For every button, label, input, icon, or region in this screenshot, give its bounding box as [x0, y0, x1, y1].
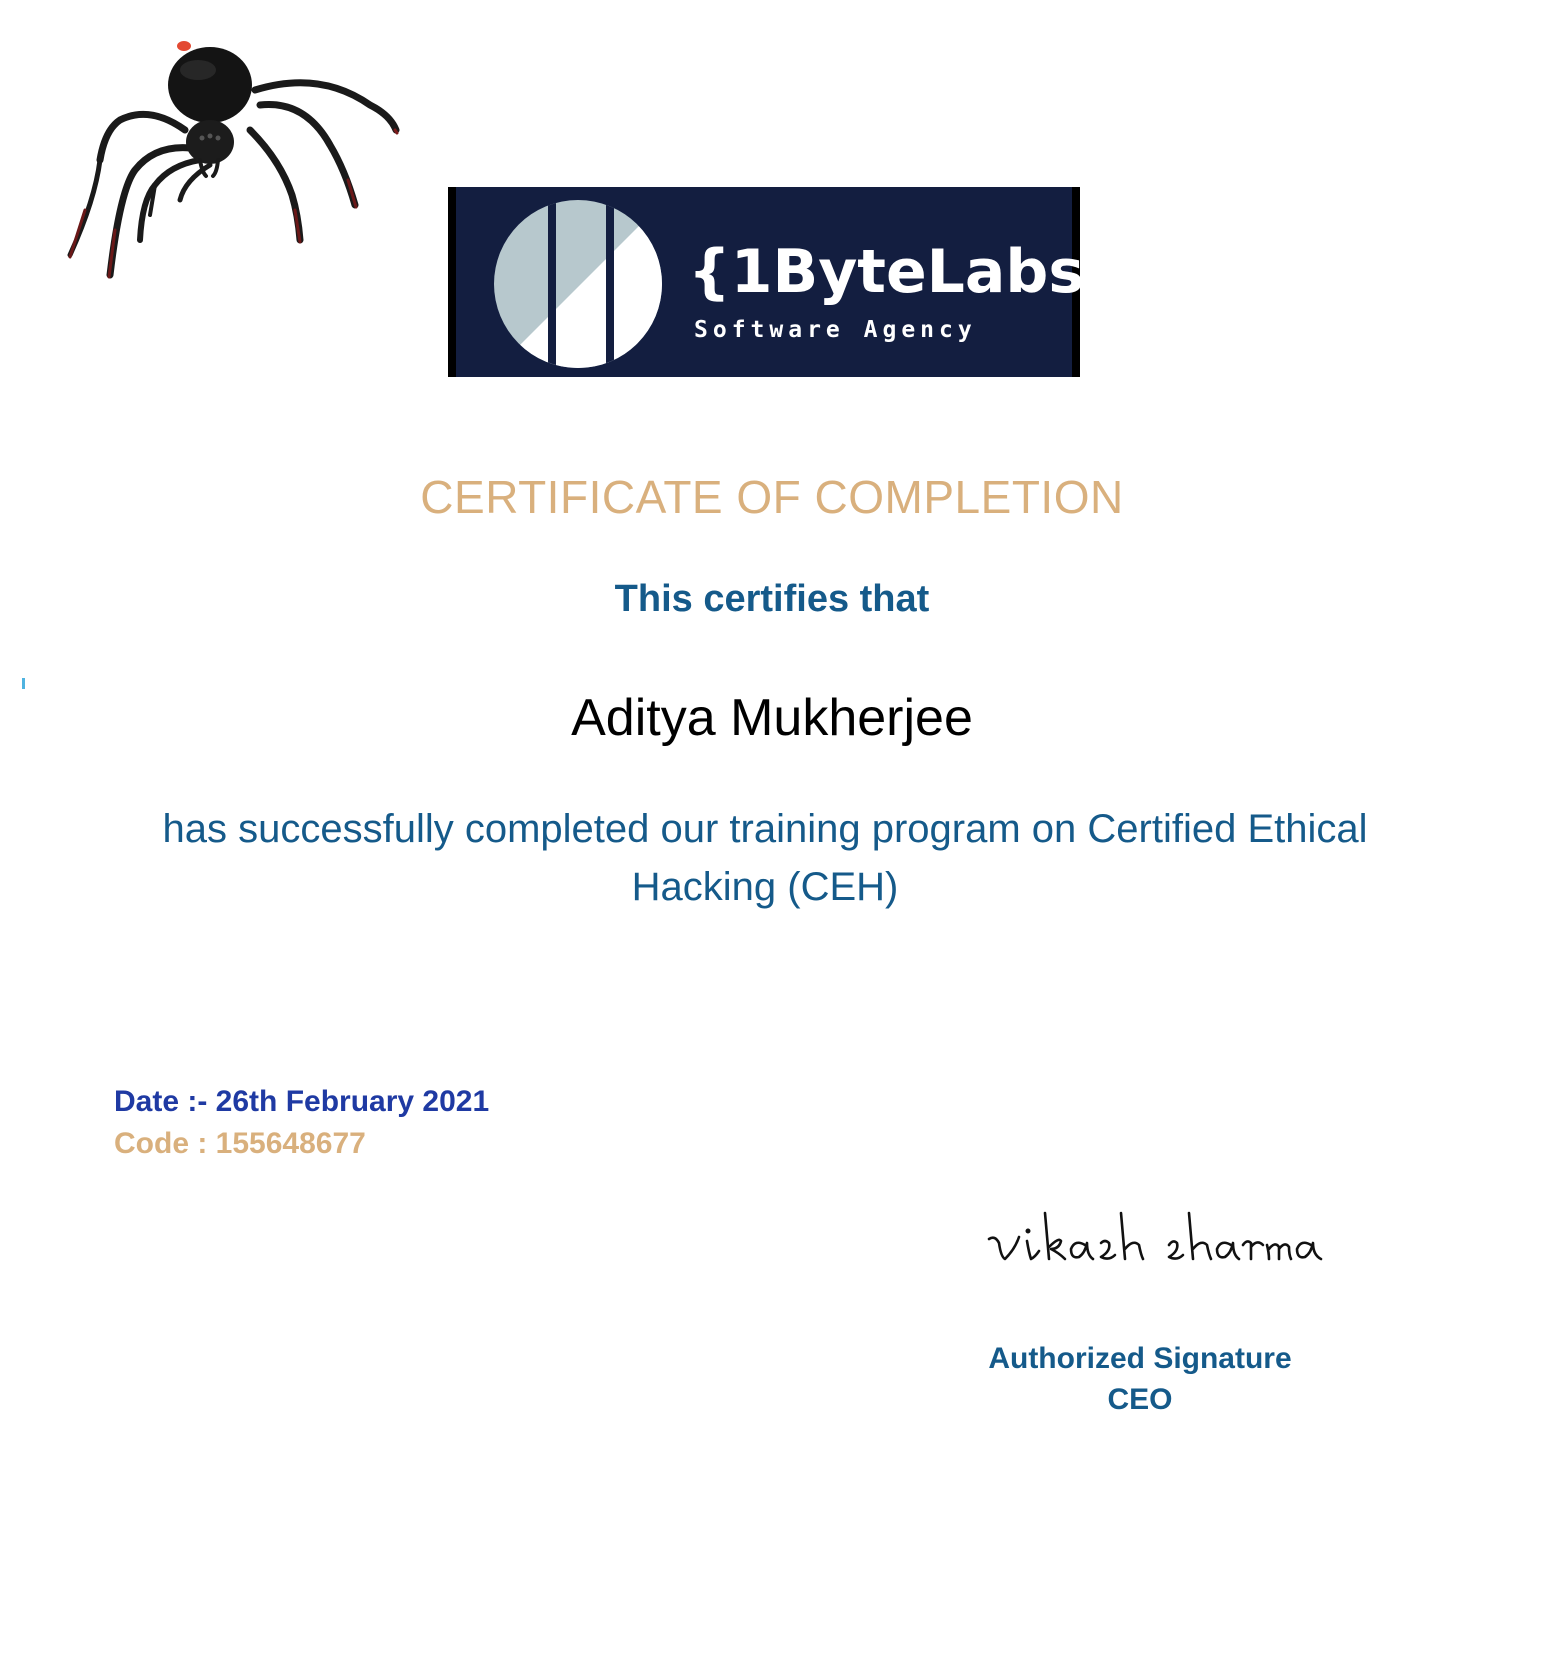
program-description: has successfully completed our training program on Certified Ethical Hacking (CEH): [162, 807, 1368, 909]
certificate-code: Code : 155648677: [114, 1127, 366, 1160]
recipient-name: Aditya Mukherjee: [571, 689, 973, 747]
brand-name: {1ByteLabs}: [688, 237, 1127, 307]
signer-role: CEO: [1107, 1383, 1173, 1416]
spider-icon: [60, 30, 410, 300]
company-logo: [448, 187, 1127, 377]
brand-tagline: Software Agency: [694, 317, 977, 343]
authorized-signature-label: Authorized Signature: [988, 1342, 1292, 1375]
signature-image: [985, 1205, 1325, 1275]
certificate-title: CERTIFICATE OF COMPLETION: [420, 471, 1124, 523]
certificate-date: Date :- 26th February 2021: [114, 1085, 490, 1118]
certifies-text: This certifies that: [614, 578, 930, 620]
